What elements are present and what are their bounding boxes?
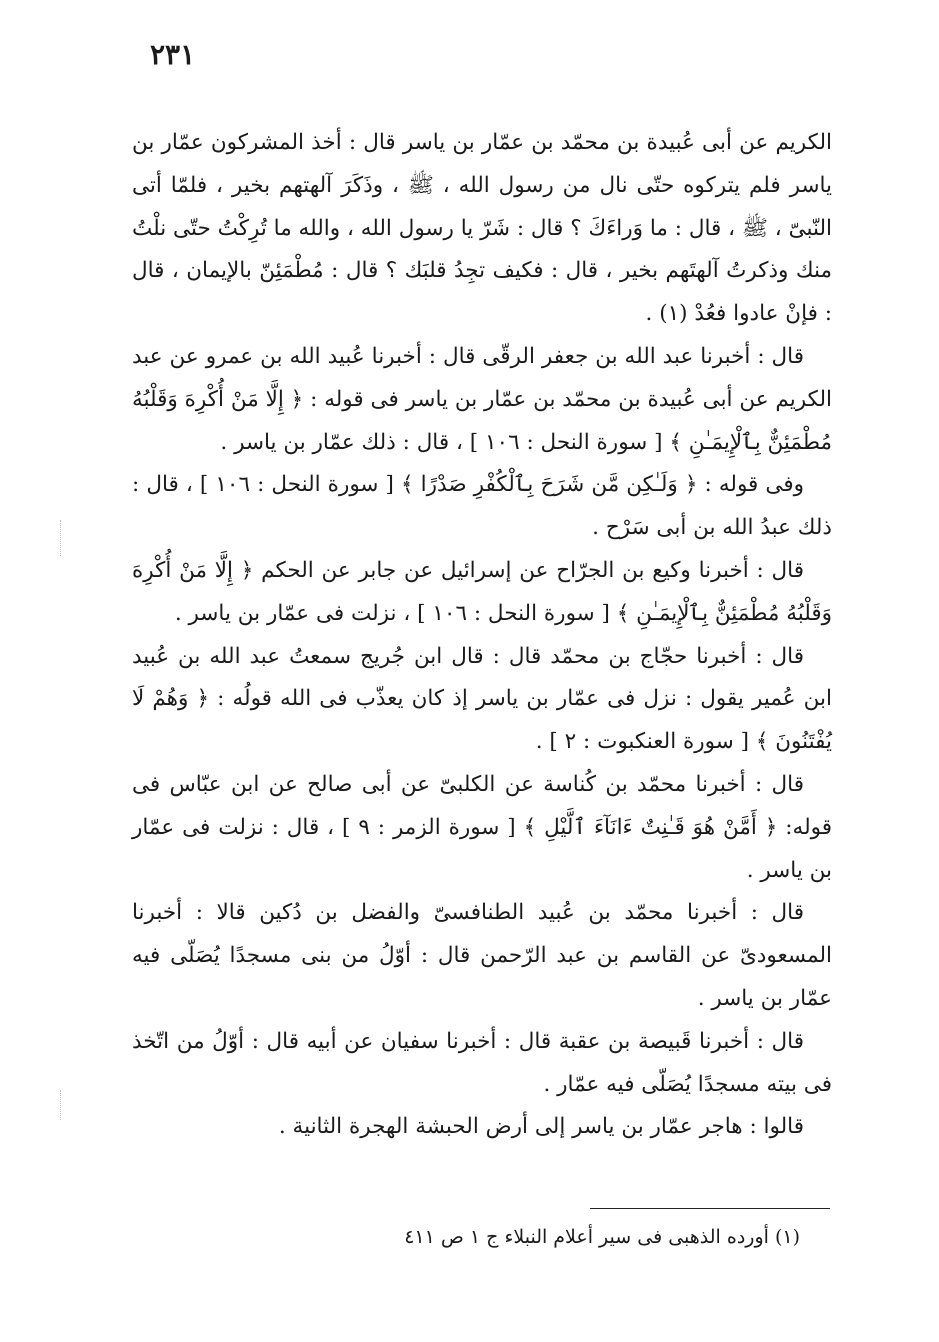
scan-edge-mark	[60, 520, 61, 556]
scan-edge-mark	[60, 1090, 61, 1120]
body-text	[132, 122, 832, 1149]
paragraph-9: قالوا : هاجر عمّار بن ياسر إلى أرض الحبشة الهجرة الثانية .	[278, 1114, 804, 1140]
paragraph-6: قال : أخبرنا محمّد بن كُناسة عن الكلبىّ عن أبى صالح عن ابن عبّاس فى قوله: ﴿ أَمَّنْ هُوَ قَـٰنِتٌ ءَانَآءَ ٱلَّيْلِ ﴾ [ سورة الزمر : ٩ ] ، قال : نزلت فى عمّار بن ياسر .	[132, 771, 833, 883]
paragraph-5: قال : أخبرنا حجّاج بن محمّد قال : قال ابن جُريج سمعتُ عبد الله بن عُبيد ابن عُمير يقول : نزل فى عمّار بن ياسر إذ كان يعذّب فى الله قولُه : ﴿ وَهُمْ لَا يُفْتَنُونَ ﴾ [ سورة العنكبوت : ٢ ] .	[132, 643, 832, 755]
footnote-divider	[590, 1208, 830, 1209]
footnote: (١) أورده الذهبى فى سير أعلام النبلاء ج ١ ص ٤١١	[404, 1226, 800, 1248]
paragraph-2: قال : أخبرنا عبد الله بن جعفر الرقّى قال : أخبرنا عُبيد الله بن عمرو عن عبد الكريم عن أبى عُبيدة بن محمّد بن عمّار بن ياسر فى قوله : ﴿ إِلَّا مَنْ أُكْرِهَ وَقَلْبُهُ مُطْمَئِنٌّ بِٱلْإِيمَـٰنِ ﴾ [ سورة النحل : ١٠٦ ] ، قال : ذلك عمّار بن ياسر .	[132, 343, 832, 455]
paragraph-8: قال : أخبرنا قَبيصة بن عقبة قال : أخبرنا سفيان عن أبيه قال : أوّلُ من اتّخذ فى بيته مسجدًا يُصَلّى فيه عمّار .	[132, 1028, 832, 1097]
page-number: ٢٣١	[150, 38, 196, 71]
paragraph-7: قال : أخبرنا محمّد بن عُبيد الطنافسىّ والفضل بن دُكين قالا : أخبرنا المسعودىّ عن القاسم بن عبد الرّحمن قال : أوّلُ من بنى مسجدًا يُصَلّى فيه عمّار بن ياسر .	[132, 900, 832, 1011]
paragraph-1: الكريم عن أبى عُبيدة بن محمّد بن عمّار بن ياسر قال : أخذ المشركون عمّار بن ياسر فلم يتركوه حتّى نال من رسول الله ، ﷺ ، وذَكَرَ آلهتهم بخير ، فلمّا أتى النّبىّ ، ﷺ ، قال : ما وَراءَكَ ؟ قال : شَرّ يا رسول الله ، والله ما تُرِكْتُ حتّى نلْتُ منك وذكرتُ آلهتَهم بخير ، قال : فكيف تجِدُ قلبَك ؟ قال : مُطْمَئِنّ بالإيمان ، قال : فإنْ عادوا فعُدْ (١) .	[132, 130, 832, 327]
paragraph-4: قال : أخبرنا وكيع بن الجرّاح عن إسرائيل عن جابر عن الحكم ﴿ إِلَّا مَنْ أُكْرِهَ وَقَلْبُهُ مُطْمَئِنٌّ بِٱلْإِيمَـٰنِ ﴾ [ سورة النحل : ١٠٦ ] ، نزلت فى عمّار بن ياسر .	[132, 557, 832, 626]
paragraph-3: وفى قوله : ﴿ وَلَـٰكِن مَّن شَرَحَ بِٱلْكُفْرِ صَدْرًا ﴾ [ سورة النحل : ١٠٦ ] ، قال : ذلك عبدُ الله بن أبى سَرْح .	[132, 472, 832, 541]
